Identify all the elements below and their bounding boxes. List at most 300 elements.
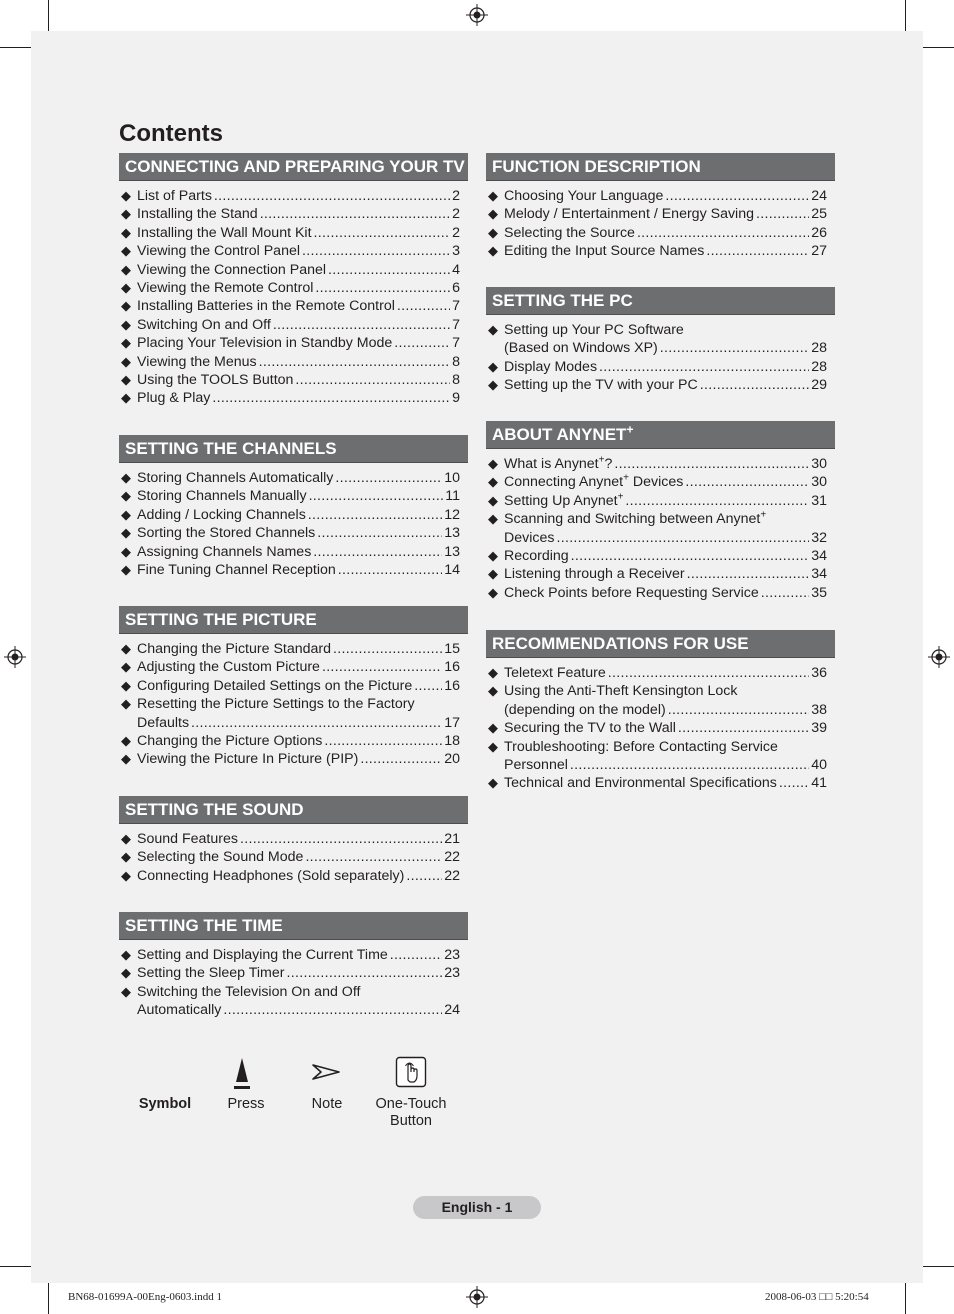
toc-page-number: 7	[452, 316, 460, 333]
toc-item-list	[119, 946, 460, 1020]
toc-item-title-cont: Automatically	[137, 1002, 222, 1019]
toc-item-line	[504, 529, 827, 547]
toc-page-number: 24	[811, 188, 827, 204]
toc-item[interactable]	[488, 376, 827, 394]
toc-item[interactable]	[121, 750, 460, 768]
toc-item[interactable]	[488, 774, 827, 792]
crop-mark	[905, 0, 906, 31]
diamond-bullet-icon: ◆	[488, 474, 498, 490]
toc-item-line	[504, 473, 827, 491]
toc-page-number: 16	[444, 677, 460, 694]
toc-section	[119, 912, 468, 1020]
leader-dots	[570, 756, 809, 774]
leader-dots	[706, 242, 809, 260]
toc-page-number: 28	[811, 358, 827, 375]
toc-item[interactable]	[488, 547, 827, 565]
toc-item-title: Storing Channels Manually	[137, 488, 307, 505]
toc-item-line	[504, 664, 827, 682]
leader-dots	[328, 261, 450, 279]
toc-item[interactable]	[488, 455, 827, 473]
diamond-bullet-icon: ◆	[488, 738, 498, 754]
toc-item-line	[504, 774, 827, 792]
toc-item-line	[137, 946, 460, 964]
toc-item-line	[504, 358, 827, 376]
toc-item-title: Connecting Headphones (Sold separately)	[137, 867, 405, 884]
section-heading-text: CONNECTING AND PREPARING YOUR TV	[125, 157, 465, 176]
toc-item-title: Viewing the Connection Panel	[137, 261, 327, 278]
leader-dots	[324, 732, 442, 750]
leader-dots	[761, 584, 809, 602]
toc-item-title: Switching the Television On and Off	[137, 983, 361, 1000]
leader-dots	[625, 492, 809, 510]
toc-page-number: 41	[811, 775, 827, 792]
leader-dots	[305, 848, 442, 866]
toc-item[interactable]	[121, 561, 460, 579]
toc-page-number: 35	[811, 584, 827, 601]
toc-item[interactable]	[488, 682, 827, 719]
diamond-bullet-icon: ◆	[488, 492, 498, 508]
toc-item-line	[504, 339, 827, 357]
leader-dots	[273, 316, 450, 334]
toc-item-line	[137, 353, 460, 371]
toc-item[interactable]	[121, 658, 460, 676]
toc-item-line	[137, 640, 460, 658]
leader-dots	[571, 547, 810, 565]
superscript-plus: +	[617, 491, 624, 503]
section-heading-text: FUNCTION DESCRIPTION	[492, 157, 701, 176]
toc-section	[486, 153, 835, 261]
toc-item[interactable]	[488, 242, 827, 260]
leader-dots	[302, 242, 450, 260]
leader-dots	[260, 205, 450, 223]
toc-item[interactable]	[121, 205, 460, 223]
diamond-bullet-icon: ◆	[121, 206, 131, 222]
toc-item-line	[137, 750, 460, 768]
leader-dots	[668, 701, 810, 719]
diamond-bullet-icon: ◆	[121, 831, 131, 846]
diamond-bullet-icon: ◆	[488, 224, 498, 240]
crop-mark	[905, 1283, 906, 1314]
toc-item-line	[504, 455, 827, 473]
toc-item-line	[137, 205, 460, 223]
toc-item-title: Scanning and Switching between Anynet+	[504, 509, 767, 528]
toc-item-title: Setting Up Anynet+	[504, 491, 624, 509]
toc-page-number: 25	[811, 206, 827, 223]
diamond-bullet-icon: ◆	[488, 720, 498, 736]
toc-item-list	[486, 664, 827, 793]
diamond-bullet-icon: ◆	[121, 243, 131, 259]
crop-mark	[923, 1266, 954, 1267]
toc-page-number: 22	[444, 867, 460, 884]
toc-item-list	[119, 469, 460, 579]
leader-dots	[322, 658, 442, 676]
toc-item-line	[137, 224, 460, 242]
section-heading	[486, 153, 835, 181]
toc-item-title: Setting up the TV with your PC	[504, 377, 698, 394]
toc-page-number: 34	[811, 566, 827, 583]
diamond-bullet-icon: ◆	[121, 353, 131, 369]
toc-item-title: Installing Batteries in the Remote Control	[137, 298, 395, 315]
leader-dots	[660, 339, 809, 357]
toc-item-list	[486, 321, 827, 395]
diamond-bullet-icon: ◆	[121, 488, 131, 504]
toc-item[interactable]	[121, 261, 460, 279]
toc-item[interactable]	[488, 224, 827, 242]
toc-item-title: Assigning Channels Names	[137, 543, 312, 560]
toc-page-number: 2	[452, 188, 460, 204]
toc-item[interactable]	[121, 964, 460, 982]
toc-item-list	[486, 455, 827, 602]
section-heading	[486, 287, 835, 315]
toc-item-title: Placing Your Television in Standby Mode	[137, 335, 393, 352]
toc-item-title: Viewing the Picture In Picture (PIP)	[137, 751, 359, 768]
toc-item[interactable]	[121, 224, 460, 242]
toc-item-line	[137, 389, 460, 407]
diamond-bullet-icon: ◆	[121, 562, 131, 578]
toc-item[interactable]	[121, 389, 460, 407]
toc-page-number: 31	[811, 492, 827, 509]
toc-page-number: 15	[444, 641, 460, 657]
diamond-bullet-icon: ◆	[488, 358, 498, 374]
crop-mark	[0, 1266, 31, 1267]
toc-page-number: 23	[444, 965, 460, 982]
toc-item-title: Changing the Picture Options	[137, 733, 323, 750]
diamond-bullet-icon: ◆	[121, 525, 131, 541]
leader-dots	[414, 677, 442, 695]
section-heading	[119, 912, 468, 940]
leader-dots	[335, 469, 442, 487]
toc-item[interactable]	[121, 316, 460, 334]
toc-item[interactable]	[121, 983, 460, 1020]
toc-item[interactable]	[121, 334, 460, 352]
diamond-bullet-icon: ◆	[121, 390, 131, 406]
toc-item-line	[137, 543, 460, 561]
toc-item[interactable]	[121, 187, 460, 205]
toc-item[interactable]	[121, 867, 460, 885]
toc-item-title: Choosing Your Language	[504, 188, 664, 204]
toc-item[interactable]	[121, 506, 460, 524]
toc-item[interactable]	[488, 321, 827, 358]
toc-item-line	[137, 714, 460, 732]
leader-dots	[687, 565, 810, 583]
toc-item-title: Sorting the Stored Channels	[137, 525, 316, 542]
one-touch-label-line1: One-Touch	[375, 1096, 447, 1112]
toc-page-number: 9	[452, 390, 460, 407]
toc-item-line	[137, 242, 460, 260]
diamond-bullet-icon: ◆	[121, 641, 131, 656]
toc-section	[486, 287, 835, 395]
leader-dots	[313, 543, 442, 561]
toc-item-title: Connecting Anynet+ Devices	[504, 472, 684, 491]
toc-page-number: 16	[444, 659, 460, 676]
toc-item[interactable]	[488, 510, 827, 547]
toc-item[interactable]	[488, 738, 827, 775]
diamond-bullet-icon: ◆	[488, 566, 498, 582]
diamond-bullet-icon: ◆	[121, 867, 131, 883]
toc-item[interactable]	[121, 279, 460, 297]
toc-item-title: Changing the Picture Standard	[137, 641, 332, 657]
toc-item[interactable]	[488, 358, 827, 376]
toc-item-title: Display Modes	[504, 358, 598, 375]
toc-item-line	[137, 1001, 460, 1019]
toc-item-line	[504, 224, 827, 242]
toc-page-number: 27	[811, 243, 827, 260]
toc-item-title: Resetting the Picture Settings to the Factory	[137, 696, 415, 713]
diamond-bullet-icon: ◆	[121, 983, 131, 999]
press-icon	[231, 1056, 253, 1092]
leader-dots	[223, 1001, 442, 1019]
toc-page-number: 3	[452, 243, 460, 260]
toc-page-number: 14	[444, 562, 460, 579]
toc-item[interactable]	[488, 187, 827, 205]
leader-dots	[286, 964, 442, 982]
toc-item[interactable]	[121, 371, 460, 389]
leader-dots	[315, 279, 450, 297]
diamond-bullet-icon: ◆	[488, 775, 498, 791]
diamond-bullet-icon: ◆	[121, 280, 131, 296]
toc-item-title: Troubleshooting: Before Contacting Service	[504, 738, 778, 755]
toc-item-line	[137, 830, 460, 848]
toc-page-number: 32	[811, 529, 827, 546]
toc-section	[119, 435, 468, 579]
leader-dots	[556, 529, 809, 547]
toc-item[interactable]	[121, 353, 460, 371]
toc-page-number: 6	[452, 280, 460, 297]
leader-dots	[665, 187, 809, 205]
toc-section	[119, 153, 468, 408]
toc-item-title: Fine Tuning Channel Reception	[137, 562, 336, 579]
diamond-bullet-icon: ◆	[488, 548, 498, 564]
toc-page-number: 2	[452, 224, 460, 241]
toc-item-line	[504, 205, 827, 223]
toc-item-title: Viewing the Remote Control	[137, 280, 314, 297]
toc-item-line	[504, 242, 827, 260]
toc-item[interactable]	[121, 297, 460, 315]
toc-item-line	[137, 658, 460, 676]
toc-item-line	[504, 756, 827, 774]
toc-section	[119, 796, 468, 885]
diamond-bullet-icon: ◆	[121, 470, 131, 485]
toc-item[interactable]	[121, 524, 460, 542]
section-heading-text: SETTING THE TIME	[125, 916, 283, 935]
toc-page-number: 26	[811, 224, 827, 241]
note-label: Note	[311, 1096, 343, 1112]
toc-item-line	[504, 510, 827, 528]
toc-item-title-cont: (Based on Windows XP)	[504, 340, 658, 357]
toc-item-line	[137, 297, 460, 315]
toc-page-number: 10	[444, 470, 460, 486]
toc-item-line	[137, 561, 460, 579]
toc-item-line	[504, 738, 827, 756]
section-heading-text: SETTING THE SOUND	[125, 800, 304, 819]
print-slug-left: BN68-01699A-00Eng-0603.indd 1	[68, 1291, 222, 1303]
diamond-bullet-icon: ◆	[488, 456, 498, 471]
toc-page-number: 13	[444, 543, 460, 560]
leader-dots	[212, 389, 450, 407]
leader-dots	[295, 371, 450, 389]
toc-item-title: Installing the Wall Mount Kit	[137, 224, 312, 241]
diamond-bullet-icon: ◆	[121, 298, 131, 314]
toc-section	[486, 421, 835, 602]
section-heading-text: ABOUT ANYNET	[492, 425, 627, 444]
toc-item-line	[504, 584, 827, 602]
toc-page-number: 21	[444, 831, 460, 847]
toc-item[interactable]	[488, 584, 827, 602]
leader-dots	[309, 487, 444, 505]
toc-item-title: Viewing the Menus	[137, 353, 257, 370]
leader-dots	[314, 224, 451, 242]
toc-item-line	[504, 376, 827, 394]
registration-mark-icon	[466, 1286, 488, 1308]
leader-dots	[240, 830, 442, 848]
toc-item[interactable]	[121, 543, 460, 561]
diamond-bullet-icon: ◆	[121, 316, 131, 332]
toc-item[interactable]	[488, 492, 827, 510]
diamond-bullet-icon: ◆	[121, 335, 131, 351]
leader-dots	[317, 524, 442, 542]
toc-item[interactable]	[121, 732, 460, 750]
toc-item-title: Editing the Input Source Names	[504, 243, 705, 260]
toc-page-number: 17	[444, 714, 460, 731]
section-heading-text: SETTING THE PICTURE	[125, 610, 317, 629]
toc-page-number: 30	[811, 456, 827, 472]
leader-dots	[259, 353, 450, 371]
toc-item-title: Plug & Play	[137, 390, 211, 407]
toc-item-line	[137, 506, 460, 524]
section-heading	[119, 796, 468, 824]
toc-item-line	[137, 695, 460, 713]
toc-item-title: Selecting the Source	[504, 224, 635, 241]
toc-page-number: 40	[811, 757, 827, 774]
diamond-bullet-icon: ◆	[121, 677, 131, 693]
toc-page-number: 11	[445, 488, 460, 505]
leader-dots	[390, 946, 442, 964]
toc-item-title: Teletext Feature	[504, 665, 606, 681]
diamond-bullet-icon: ◆	[488, 683, 498, 699]
toc-item-line	[504, 492, 827, 510]
diamond-bullet-icon: ◆	[488, 322, 498, 337]
toc-item-line	[137, 261, 460, 279]
leader-dots	[599, 358, 809, 376]
toc-item-list	[119, 830, 460, 885]
leader-dots	[191, 714, 442, 732]
diamond-bullet-icon: ◆	[488, 188, 498, 203]
toc-item[interactable]	[121, 640, 460, 658]
diamond-bullet-icon: ◆	[488, 243, 498, 259]
diamond-bullet-icon: ◆	[121, 224, 131, 240]
diamond-bullet-icon: ◆	[121, 261, 131, 277]
toc-item[interactable]	[121, 830, 460, 848]
toc-item-title: Technical and Environmental Specifications	[504, 775, 777, 792]
toc-section	[486, 630, 835, 793]
diamond-bullet-icon: ◆	[488, 584, 498, 600]
toc-item-title: Switching On and Off	[137, 316, 271, 333]
toc-item-title: Check Points before Requesting Service	[504, 584, 759, 601]
toc-item[interactable]	[121, 848, 460, 866]
registration-mark-icon	[4, 646, 26, 668]
section-heading	[119, 435, 468, 463]
toc-item[interactable]	[121, 242, 460, 260]
diamond-bullet-icon: ◆	[121, 506, 131, 522]
section-heading	[119, 153, 468, 181]
toc-page-number: 4	[452, 261, 460, 278]
toc-item-line	[504, 701, 827, 719]
toc-item-title: Listening through a Receiver	[504, 566, 685, 583]
section-heading-sup: +	[626, 422, 634, 437]
diamond-bullet-icon: ◆	[121, 947, 131, 962]
diamond-bullet-icon: ◆	[121, 543, 131, 559]
symbol-legend	[130, 1052, 460, 1142]
crop-mark	[0, 47, 31, 48]
toc-item-line	[504, 321, 827, 339]
leader-dots	[608, 664, 809, 682]
leader-dots	[214, 187, 450, 205]
toc-item-title: Using the TOOLS Button	[137, 372, 294, 389]
section-heading	[486, 630, 835, 658]
crop-mark	[48, 0, 49, 31]
toc-item-title: Selecting the Sound Mode	[137, 849, 304, 866]
crop-mark	[923, 47, 954, 48]
toc-item[interactable]	[121, 695, 460, 732]
toc-page-number: 36	[811, 665, 827, 681]
registration-mark-icon	[466, 4, 488, 26]
toc-item[interactable]	[121, 469, 460, 487]
toc-page-number: 8	[452, 353, 460, 370]
leader-dots	[637, 224, 809, 242]
toc-item[interactable]	[121, 487, 460, 505]
press-label: Press	[227, 1096, 265, 1112]
toc-item-line	[137, 524, 460, 542]
one-touch-label-line2: Button	[390, 1113, 432, 1129]
toc-item[interactable]	[488, 473, 827, 491]
diamond-bullet-icon: ◆	[121, 751, 131, 767]
crop-mark	[48, 1283, 49, 1314]
diamond-bullet-icon: ◆	[488, 665, 498, 680]
leader-dots	[360, 750, 442, 768]
toc-item-line	[137, 867, 460, 885]
diamond-bullet-icon: ◆	[121, 733, 131, 749]
toc-item[interactable]	[488, 664, 827, 682]
toc-page-number: 12	[444, 506, 460, 523]
toc-item[interactable]	[121, 946, 460, 964]
toc-item-line	[137, 964, 460, 982]
toc-item-line	[137, 279, 460, 297]
toc-page-number: 8	[452, 372, 460, 389]
section-heading	[486, 421, 835, 449]
leader-dots	[394, 334, 450, 352]
toc-item-title: Installing the Stand	[137, 206, 258, 223]
toc-item-line	[137, 732, 460, 750]
toc-page-number: 28	[811, 340, 827, 357]
toc-item-line	[137, 334, 460, 352]
toc-item-line	[504, 565, 827, 583]
toc-page-number: 34	[811, 548, 827, 565]
diamond-bullet-icon: ◆	[121, 696, 131, 712]
registration-mark-icon	[928, 646, 950, 668]
toc-item-list	[119, 640, 460, 769]
toc-page-number: 18	[444, 733, 460, 750]
leader-dots	[338, 561, 442, 579]
toc-item-title: Setting the Sleep Timer	[137, 965, 285, 982]
leader-dots	[779, 774, 809, 792]
toc-item[interactable]	[121, 677, 460, 695]
toc-page-number: 2	[452, 206, 460, 223]
toc-page-number: 39	[811, 720, 827, 737]
toc-item[interactable]	[488, 565, 827, 583]
toc-item[interactable]	[488, 719, 827, 737]
toc-item[interactable]	[488, 205, 827, 223]
toc-item-title: List of Parts	[137, 188, 212, 204]
